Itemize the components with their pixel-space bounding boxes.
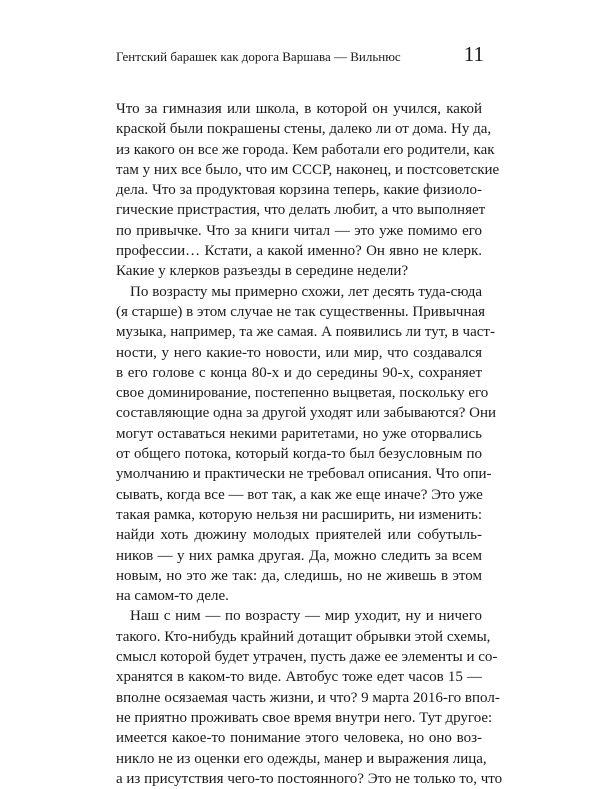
text-line: из какого он все же города. Кем работали его родители, как bbox=[116, 141, 495, 158]
text-line: Наш с ним — по возрасту — мир уходит, ну и ничего bbox=[130, 608, 482, 625]
running-title: Гентский барашек как дорога Варшава — Вильнюс bbox=[116, 49, 401, 64]
paragraph-3 bbox=[116, 606, 503, 789]
text-line: профессии… Кстати, а какой именно? Он явно не клерк. bbox=[116, 243, 482, 260]
text-line: сывать, когда все — вот так, а как же еще иначе? Это уже bbox=[116, 486, 483, 503]
text-line: от общего потока, который когда-то был безусловным по bbox=[116, 446, 482, 463]
text-line: такая рамка, которую нельзя ни расширить, ни изменить: bbox=[116, 506, 482, 523]
text-line: Какие у клерков разъезды в середине недели? bbox=[116, 263, 409, 280]
text-line: ников — у них рамка другая. Да, можно следить за всем bbox=[116, 547, 482, 564]
page-number: 11 bbox=[463, 42, 484, 66]
paragraph-2 bbox=[116, 282, 497, 607]
text-line: дела. Что за продуктовая корзина теперь, какие физиоло- bbox=[116, 182, 482, 199]
text-line: смысл которой будет утрачен, пусть даже ее элементы и со- bbox=[116, 649, 498, 666]
text-line: могут оставаться некими раритетами, но уже оторвались bbox=[116, 425, 482, 442]
text-line: По возрасту мы примерно схожи, лет десять туда-сюда bbox=[130, 283, 482, 300]
text-line: новым, но это же так: да, следишь, но не живешь в этом bbox=[116, 567, 482, 584]
text-line: там у них все было, что им СССР, наконец, и постсоветские bbox=[116, 161, 500, 178]
text-line: такого. Кто-нибудь крайний дотащит обрывки этой схемы, bbox=[116, 628, 491, 645]
text-line: найди хоть дюжину молодых приятелей или собутыль- bbox=[116, 527, 482, 544]
body-text bbox=[116, 99, 503, 789]
text-line: (я старше) в этом случае не так существенны. Привычная bbox=[116, 303, 486, 320]
text-line: а из присутствия чего-то постоянного? Это не только то, что bbox=[116, 770, 503, 787]
text-line: гические пристрастия, что делать любит, а что выполняет bbox=[116, 202, 486, 219]
text-line: ности, у него какие-то новости, или мир, что создавался bbox=[116, 344, 482, 361]
text-line: краской были покрашены стены, далеко ли от дома. Ну да, bbox=[116, 121, 492, 138]
text-line: музыка, например, та же самая. А появились ли тут, в част- bbox=[116, 324, 495, 341]
text-line: в его голове с конца 80-х и до середины 90-х, сохраняет bbox=[116, 364, 482, 381]
text-line: хранятся в каком-то виде. Автобус тоже едет часов 15 — bbox=[116, 669, 482, 686]
paragraph-1 bbox=[116, 99, 500, 282]
text-line: Что за гимназия или школа, в которой он учился, какой bbox=[116, 101, 482, 117]
text-line: умолчанию и практически не требовал описания. Что опи- bbox=[116, 466, 492, 483]
text-line: вполне осязаемая часть жизни, и что? 9 марта 2016-го впол- bbox=[116, 689, 500, 706]
text-line: имеется какое-то понимание этого человека, но оно воз- bbox=[116, 730, 482, 747]
text-line: никло не из оценки его одежды, манер и выражения лица, bbox=[116, 750, 487, 767]
text-line: составляющие одна за другой уходят или забываются? Они bbox=[116, 405, 497, 422]
text-line: свое доминирование, постепенно выцветая, поскольку его bbox=[116, 385, 489, 402]
text-line: по привычке. Что за книги читал — это уже помимо его bbox=[116, 222, 482, 239]
text-line: не приятно проживать свое время внутри него. Тут другое: bbox=[116, 709, 493, 726]
text-line: на самом-то деле. bbox=[116, 588, 229, 605]
running-head bbox=[116, 44, 484, 68]
